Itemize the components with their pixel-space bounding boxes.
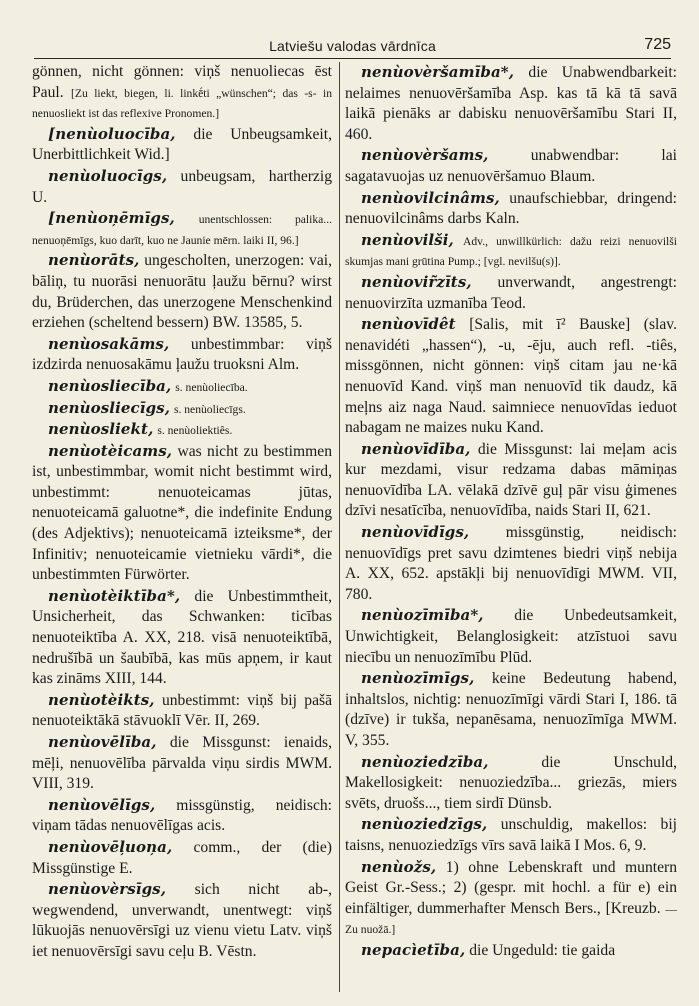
dictionary-entry [32,376,332,398]
entry-note: Adv., unwillkürlich: dažu reizi nenuovilši skumjas mani grūtina Pump.; [vgl. nevilšu(s)]. [345,234,677,269]
entry-headword: nenùotèiktība*, [48,586,181,605]
dictionary-entry [32,419,332,441]
dictionary-entry [32,441,332,586]
entry-definition: unschuldig, makellos: bij taisns, nenuoziedzīgs vīrs savā laikā I Mos. 6, 9. [345,816,677,854]
entry-headword: nenùovèršamība*, [361,63,515,81]
dictionary-entry [345,522,677,605]
dictionary-entry [345,940,677,962]
right-column [345,62,677,962]
dictionary-entry [32,166,332,208]
entry-headword: nenùozīmīgs, [361,669,475,688]
dictionary-entry [345,668,677,751]
entry-definition: unaufschiebbar, dringend: nenuovilcinâms darbs Kaln. [345,189,677,228]
entry-definition: ungescholten, unerzogen: vai, bāliņ, tu nuorāsi nenuorātu ļaužu bērnu? wirst du, Brüderchen, das unerzogene Menschenkind erziehen (scheltend bessern) BW. 13585, 5. [32,252,332,332]
entry-headword: nenùovèršams, [361,146,489,165]
entry-note: — Zu nuožā.] [345,902,678,937]
entry-definition: keine Bedeutung habend, inhaltslos, nichtig: nenuozīmīgi vārdi Stari I, 186. tā (dzīve) ir tukša, nepanēsama, nenuozīmīga MWM. V, 355. [345,670,677,749]
dictionary-entry [32,398,332,420]
page-header [34,36,671,59]
entry-definition: die Unschuld, Makellosigkeit: nenuoziedzība... griezās, miers svēts, druošs..., tiem sirdī Dünsb. [345,753,677,812]
entry-definition: missgünstig, neidisch: nenuovīdīgs pret savu dzimtenes biedri viņš nebija A. XX, 652. apstākļi bij nenuovīdīgi MWM. VII, 780. [345,524,677,603]
entry-headword: nenùovilši, [361,230,454,249]
entry-headword: nenùoluocīgs, [48,166,168,185]
left-column [32,62,332,963]
entry-definition: die Unbedeutsamkeit, Unwichtigkeit, Belanglosigkeit: atzīstuoi savu niecību un nenuozīmību Plūd. [345,607,677,666]
entry-headword: nenùosliecība, [48,376,172,395]
dictionary-entry [345,62,677,145]
entry-headword: nenùovèrsīgs, [48,880,167,899]
entry-definition: die Unbeugsamkeit, Unerbittlichkeit Wid.] [32,125,332,164]
dictionary-entry [32,586,332,690]
entry-definition: die Ungeduld: tie gaida [469,941,616,959]
entry-headword: nenùosliecīgs, [48,398,171,417]
dictionary-entry [345,439,677,522]
entry-note: s. nenùoliektiês. [157,424,233,438]
entry-definition: was nicht zu bestimmen ist, unbestimmbar, womit nicht bestimmt wird, unbestimmt: nenuoteicamas jūtas, nenuoteicamā galuotne*, die indefinite Endung (des Adjektivs); nenuoteicamā izteiksme*, der Infinitiv; nenuoteicamie vietnieku vārdi*, die unbestimmten Fürwörter. [32,442,332,584]
dictionary-entry [345,857,677,940]
entry-definition: [Salis, mit ī² Bauske] (slav. nenavidéti „hassen“), -u, -ēju, auch refl. -tiês, missgönnen, nicht gönnen: viņš citam jau ne·kā nenuovīd Kand. viņš man nenuovīd tik daudz, kā meļns aiz naga Naud. saimniece nenuovīdas ieduot nabagam ne maizes nuku Kand. [345,316,677,437]
entry-headword: nenùovēlīgs, [48,795,156,814]
running-title: Latviešu valodas vārdnīca [269,38,436,54]
dictionary-entry [32,690,332,732]
entry-headword: [nenùoņēmīgs, [48,209,175,228]
dictionary-entry [32,334,332,376]
entry-definition: sich nicht ab-, wegwendend, unverwandt, unentwegt: viņš lūkuojās nenuovērsīgi uz vienu vietu Latv. viņš iet nenuovērsīgi savu ceļu B. Vēstn. [32,881,332,960]
entry-headword: nenùosakāms, [48,334,170,353]
entry-definition: unbeugsam, hartherzig U. [32,167,332,206]
entry-headword: nenùoziedzība, [361,752,489,771]
dictionary-entry [32,250,332,333]
entry-headword: nenùotèicams, [48,441,173,460]
entry-note: [Zu liekt, biegen, li. linkḗti „wünschen“; das -s- in nenuosliekt ist das reflexive Pronomen.] [32,86,332,121]
entry-headword: [nenùoluocība, [48,124,176,143]
entry-definition: die Missgunst: lai meļam acis kur mezdami, visur redzama dabas māmiņas nenuovīdība LA. vēlakā dzīvē guļ pār visu ģimenes dzīvi nesatīcība, nenuovīdība, naids Stari II, 621. [345,440,677,520]
entry-note: s. nenùoliecīgs. [173,402,246,416]
entry-headword: nenùovilcinâms, [361,188,500,207]
entry-definition: unverwandt, angestrengt: nenuovirzīta uzmanība Teod. [345,273,677,312]
dictionary-entry [345,145,677,187]
dictionary-entry [345,814,677,856]
entry-note: s. nenùoliecība. [175,380,248,394]
entry-headword: nenùozīmība*, [361,606,484,625]
entry-headword: nenùorāts, [48,251,140,270]
dictionary-entry [345,752,677,815]
entry-definition: 1) ohne Lebenskraft und muntern Geist Gr.-Sess.; 2) (gespr. mit hochl. a für e) ein einfältiger, dummerhafter Mensch Bers., [Kreuzb. [345,858,678,917]
entry-definition: die Unabwendbarkeit: nelaimes nenuovēršamība Asp. kas tā kā tā savā laikā pienāks ar dabisku nenuovēršamību Stari II, 460. [345,64,677,143]
dictionary-entry [32,879,332,962]
entry-definition: die Unbestimmtheit, Unsicherheit, das Schwanken: ticības nenuoteiktība A. XX, 218. visā nenuoteiktībā, nedrušībā un šaubībā, kas mūs apņem, ir kaut kas zināms XIII, 144. [32,587,332,688]
entry-headword: nepacìetība, [361,940,466,959]
entry-headword: nenùovīdêt [361,315,456,334]
dictionary-entry [345,314,677,439]
entry-headword: nenùovīdīgs, [361,523,470,542]
entry-note: unentschlossen: palika... nenuoņēmīgs, kuo darīt, kuo ne Jaunie mērn. laiki II, 96.] [32,213,332,247]
entry-definition: unabwendbar: lai sagatavuojas uz nenuovēršamuo Blaum. [345,147,677,185]
page-number: 725 [644,36,671,53]
dictionary-entry [345,230,677,272]
entry-headword: nenùovēlība, [48,733,157,751]
dictionary-entry [345,188,677,230]
entry-definition: unbestimmbar: viņš izdzirda nenuosakāmu ļaužu truoksni Alm. [32,335,332,374]
entry-headword: nenùovēļuoņa, [48,837,173,856]
dictionary-entry [32,208,332,250]
dictionary-entry [32,62,332,124]
dictionary-entry [32,795,332,837]
entry-definition: comm., der (die) Missgünstige E. [32,838,332,877]
entry-headword: nenùožs, [361,857,437,876]
dictionary-entry [345,272,677,314]
entry-definition: gönnen, nicht gönnen: viņš nenuoliecas ēst Paul. [32,63,332,101]
dictionary-entry [345,605,677,668]
column-divider [339,62,340,992]
entry-headword: nenùovir̃zīts, [361,272,472,291]
entry-headword: nenùotèikts, [48,690,155,709]
entry-headword: nenùosliekt, [48,420,154,439]
dictionary-entry [32,124,332,166]
dictionary-entry [32,837,332,879]
entry-definition: die Missgunst: ienaids, mēļi, nenuovēlība pārvalda viņu sirdis MWM. VIII, 319. [32,734,333,793]
dictionary-entry [32,732,332,795]
entry-definition: missgünstig, neidisch: viņam tādas nenuovēlīgas acis. [32,796,332,835]
entry-headword: nenùovīdība, [361,439,471,458]
entry-headword: nenùoziedzīgs, [361,815,488,834]
entry-definition: unbestimmt: viņš bij pašā nenuoteiktākā stāvuoklī Vēr. II, 269. [32,691,332,730]
